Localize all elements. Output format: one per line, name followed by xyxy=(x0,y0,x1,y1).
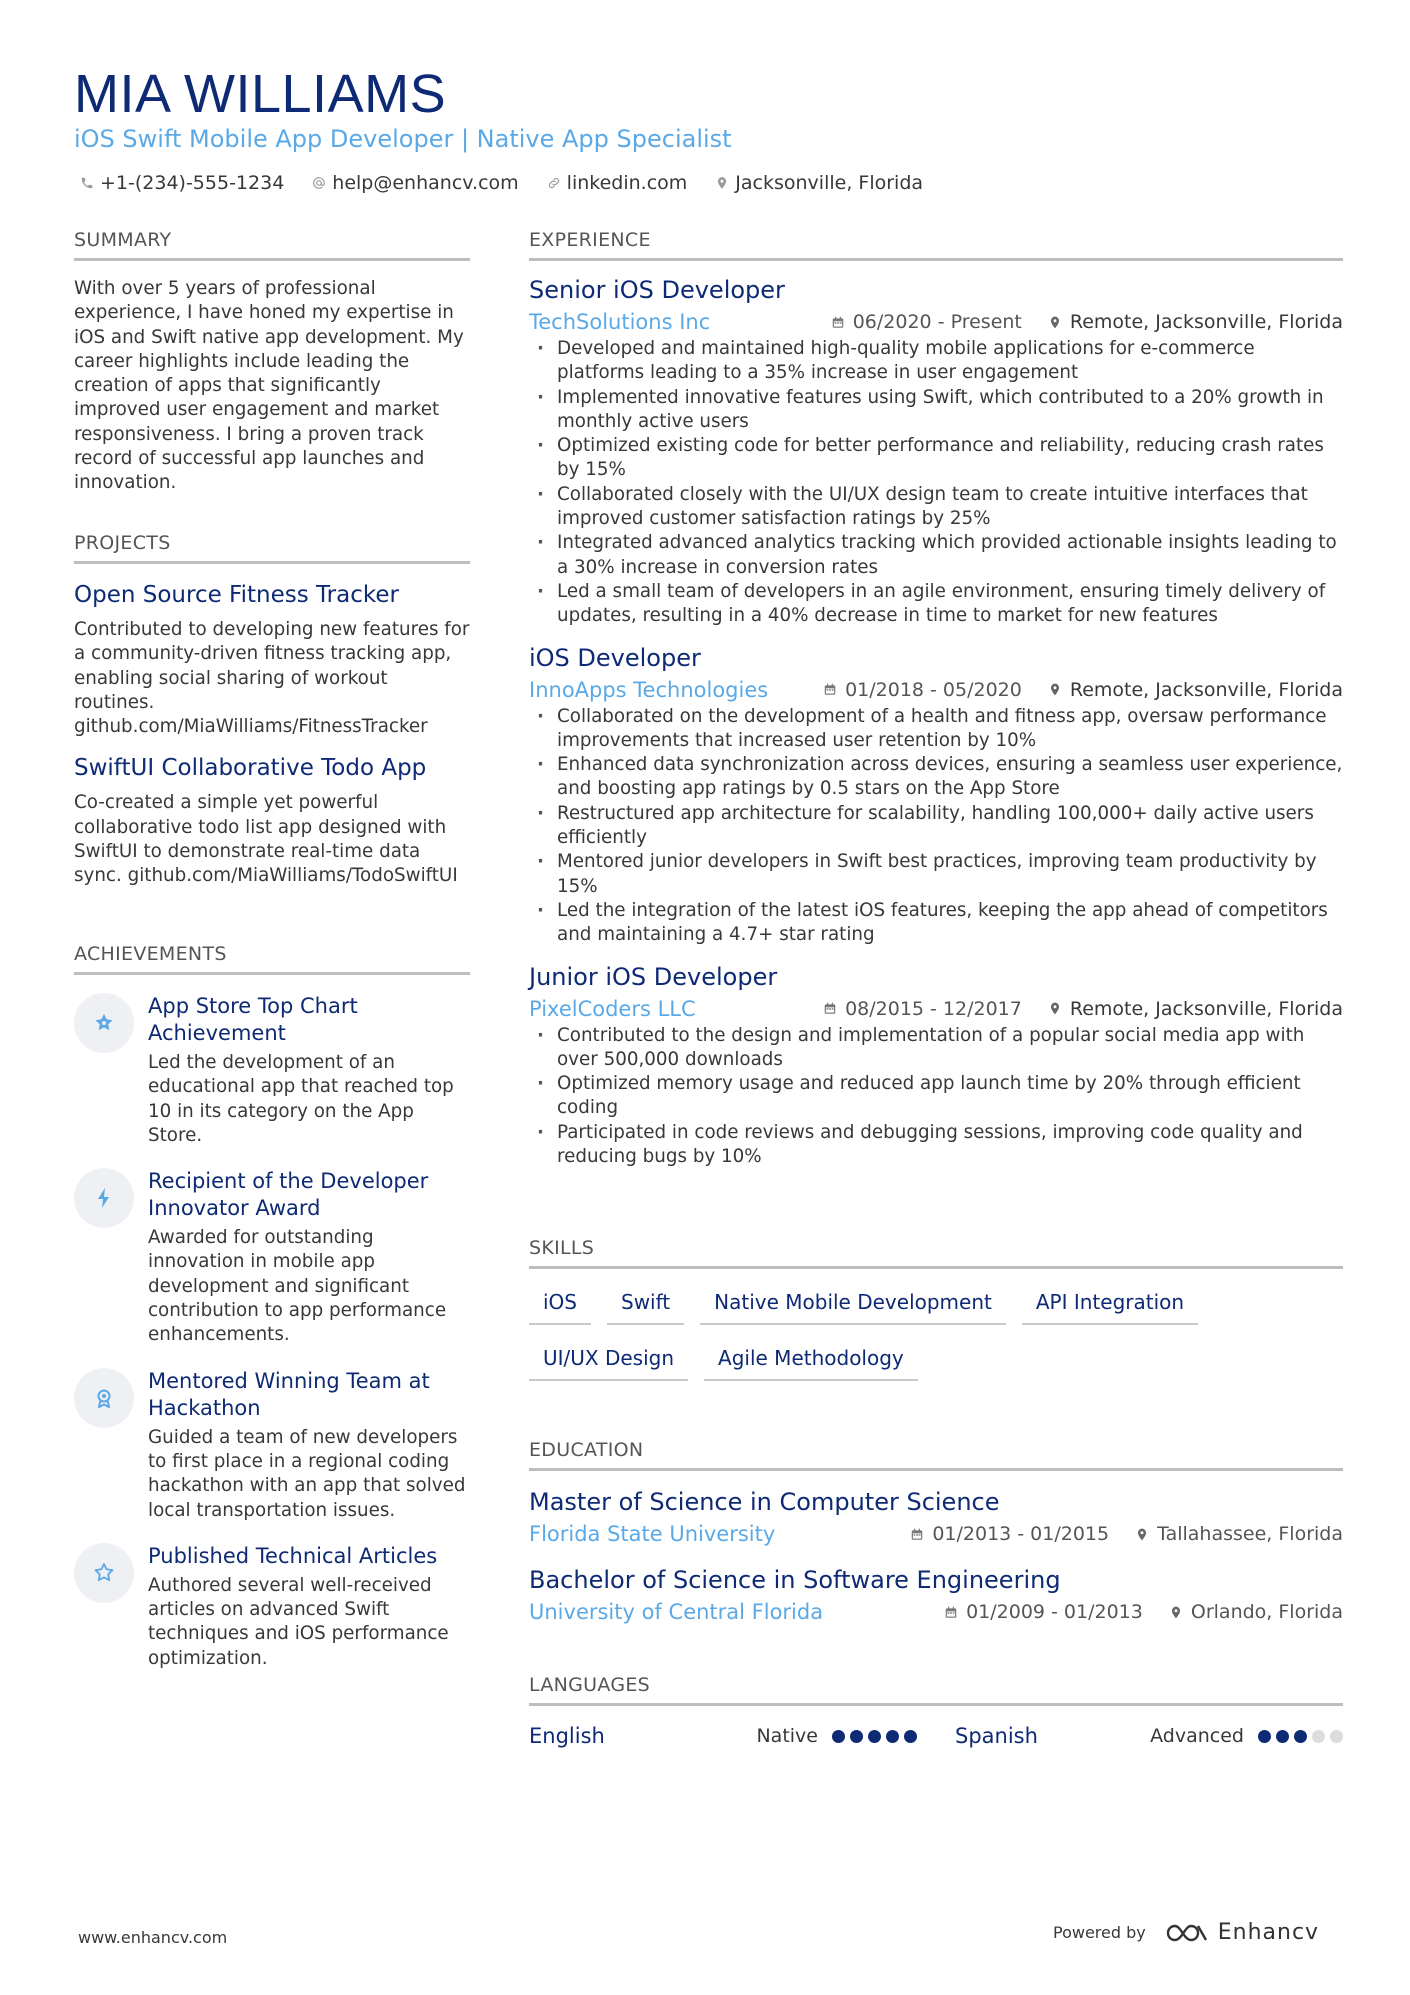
rating-dot-filled xyxy=(1258,1730,1271,1743)
achievement-description: Authored several well-received articles on advanced Swift techniques and iOS performance optimization. xyxy=(148,1574,449,1669)
job-bullet: · Enhanced data synchronization across devices, ensuring a seamless user experience, and boosting app ratings by 0.5 stars on the App Store xyxy=(529,753,1343,802)
job-location: Remote, Jacksonville, Florida xyxy=(1048,309,1343,335)
education-section xyxy=(529,1438,1343,1625)
rating-dot-filled xyxy=(850,1730,863,1743)
job-bullet: · Contributed to the design and implementation of a popular social media app with over 500,000 downloads xyxy=(529,1024,1343,1073)
education-entry xyxy=(529,1487,1343,1547)
job-entry xyxy=(529,275,1343,629)
job-bullets xyxy=(529,705,1343,948)
summary-section xyxy=(74,228,470,496)
location-pin-icon xyxy=(1048,315,1062,330)
education-dates: 01/2013 - 01/2015 xyxy=(910,1521,1109,1547)
achievement-item xyxy=(74,993,470,1148)
job-bullet: · Optimized memory usage and reduced app launch time by 20% through efficient coding xyxy=(529,1072,1343,1121)
rating-dot-filled xyxy=(904,1730,917,1743)
job-bullet: · Led the integration of the latest iOS features, keeping the app ahead of competitors and maintaining a 4.7+ star rating xyxy=(529,899,1343,948)
skill-tag: iOS xyxy=(529,1285,591,1325)
job-entry xyxy=(529,962,1343,1170)
location-pin-icon xyxy=(1048,682,1062,697)
job-bullet: · Optimized existing code for better performance and reliability, reducing crash rates by 15% xyxy=(529,434,1343,483)
brand-name: Enhancv xyxy=(1217,1920,1320,1945)
languages-section xyxy=(529,1673,1343,1750)
job-bullet: · Integrated advanced analytics tracking which provided actionable insights leading to a 30% increase in conversion rates xyxy=(529,531,1343,580)
calendar-icon xyxy=(823,682,837,697)
achievement-item xyxy=(74,1543,470,1671)
job-location: Remote, Jacksonville, Florida xyxy=(1048,677,1343,703)
phone-text: +1-(234)-555-1234 xyxy=(100,172,285,194)
rating-dot-filled xyxy=(1294,1730,1307,1743)
job-bullet: · Collaborated on the development of a health and fitness app, oversaw performance improvements that increased user retention by 10% xyxy=(529,705,1343,754)
at-icon xyxy=(312,176,326,190)
rating-dot-filled xyxy=(868,1730,881,1743)
skill-tag: API Integration xyxy=(1022,1285,1198,1325)
candidate-name: MIA WILLIAMS xyxy=(74,64,447,124)
job-bullets xyxy=(529,1024,1343,1170)
achievement-description: Guided a team of new developers to first place in a regional coding hackathon with an app that solved local transportation issues. xyxy=(148,1426,466,1521)
education-location: Orlando, Florida xyxy=(1169,1599,1343,1625)
languages-heading: LANGUAGES xyxy=(529,1673,1343,1706)
rating-dot-filled xyxy=(886,1730,899,1743)
job-dates: 01/2018 - 05/2020 xyxy=(823,677,1022,703)
achievement-title: App Store Top Chart Achievement xyxy=(148,994,358,1045)
job-bullet: · Implemented innovative features using Swift, which contributed to a 20% growth in monthly active users xyxy=(529,386,1343,435)
contact-location xyxy=(715,170,923,196)
job-bullets xyxy=(529,337,1343,629)
email-text: help@enhancv.com xyxy=(332,172,519,194)
rating-dot-filled xyxy=(832,1730,845,1743)
achievement-item xyxy=(74,1168,470,1347)
experience-heading: EXPERIENCE xyxy=(529,228,1343,261)
job-bullet: · Collaborated closely with the UI/UX design team to create intuitive interfaces that improved customer satisfaction ratings by 25% xyxy=(529,483,1343,532)
project-item xyxy=(74,753,470,888)
link-icon xyxy=(547,176,561,190)
skills-section xyxy=(529,1236,1343,1381)
skills-list xyxy=(529,1285,1343,1381)
job-dates: 06/2020 - Present xyxy=(831,309,1022,335)
summary-text: With over 5 years of professional experience, I have honed my expertise in iOS and Swift native app development. My career highlights include leading the creation of apps that significantly improved user engagement and market responsiveness. I bring a proven track record of successful app launches and innovation. xyxy=(74,278,464,494)
education-location: Tallahassee, Florida xyxy=(1135,1521,1343,1547)
powered-by-text: Powered by xyxy=(1053,1923,1146,1942)
job-meta xyxy=(529,996,1343,1022)
language-item xyxy=(529,1722,917,1750)
skill-tag: Agile Methodology xyxy=(704,1341,918,1381)
education-entry xyxy=(529,1565,1343,1625)
language-level: Native xyxy=(756,1725,818,1747)
skills-heading: SKILLS xyxy=(529,1236,1343,1269)
star-icon xyxy=(74,1543,134,1603)
location-pin-icon xyxy=(1169,1605,1183,1620)
language-level: Advanced xyxy=(1150,1725,1244,1747)
job-meta xyxy=(529,309,1343,335)
languages-list xyxy=(529,1722,1343,1750)
enhancv-logo-icon xyxy=(1164,1922,1210,1944)
job-bullet: · Led a small team of developers in an agile environment, ensuring timely delivery of updates, resulting in a 40% decrease in time to market for new features xyxy=(529,580,1343,629)
achievement-description: Awarded for outstanding innovation in mobile app development and significant contribution to app performance enhancements. xyxy=(148,1227,447,1346)
footer-branding xyxy=(1053,1920,1319,1945)
language-name: English xyxy=(529,1724,605,1748)
experience-section xyxy=(529,228,1343,1169)
achievement-title: Recipient of the Developer Innovator Award xyxy=(148,1169,429,1221)
enhancv-logo[interactable] xyxy=(1164,1920,1319,1945)
achievement-description: Led the development of an educational app that reached top 10 in its category on the App Store. xyxy=(148,1052,454,1146)
lightning-icon xyxy=(74,1168,134,1228)
contact-linkedin[interactable] xyxy=(547,170,688,196)
calendar-icon xyxy=(823,1001,837,1016)
job-bullet: · Developed and maintained high-quality mobile applications for e-commerce platforms leading to a 35% increase in user engagement xyxy=(529,337,1343,386)
job-bullet: · Participated in code reviews and debugging sessions, improving code quality and reducing bugs by 10% xyxy=(529,1121,1343,1170)
school-name: Florida State University xyxy=(529,1522,776,1546)
job-dates: 08/2015 - 12/2017 xyxy=(823,996,1022,1022)
skill-tag: Swift xyxy=(607,1285,684,1325)
calendar-icon xyxy=(831,315,845,330)
job-location: Remote, Jacksonville, Florida xyxy=(1048,996,1343,1022)
job-title: Junior iOS Developer xyxy=(529,962,778,991)
achievement-title: Mentored Winning Team at Hackathon xyxy=(148,1368,430,1420)
location-pin-icon xyxy=(1135,1527,1149,1542)
job-bullet: · Mentored junior developers in Swift best practices, improving team productivity by 15% xyxy=(529,850,1343,899)
achievements-heading: ACHIEVEMENTS xyxy=(74,942,470,975)
job-entry xyxy=(529,643,1343,948)
achievement-item xyxy=(74,1368,470,1523)
education-heading: EDUCATION xyxy=(529,1438,1343,1471)
calendar-icon xyxy=(944,1605,958,1620)
candidate-headline: iOS Swift Mobile App Developer | Native App Specialist xyxy=(74,125,732,153)
job-title: Senior iOS Developer xyxy=(529,276,785,304)
skill-tag: Native Mobile Development xyxy=(700,1285,1006,1325)
project-item xyxy=(74,580,470,739)
rating-dot-empty xyxy=(1312,1730,1325,1743)
project-description: Contributed to developing new features for a community-driven fitness tracking app, enabling social sharing of workout routines. github.com/MiaWilliams/FitnessTracker xyxy=(74,619,470,738)
language-rating xyxy=(1258,1730,1343,1743)
language-rating xyxy=(832,1730,917,1743)
education-dates: 01/2009 - 01/2013 xyxy=(944,1599,1143,1625)
achievements-section xyxy=(74,942,470,1671)
project-description: Co-created a simple yet powerful collaborative todo list app designed with SwiftUI to demonstrate real-time data sync. github.com/MiaWilliams/TodoSwiftUI xyxy=(74,792,458,887)
location-pin-icon xyxy=(1048,1001,1062,1016)
projects-heading: PROJECTS xyxy=(74,531,470,564)
footer-website[interactable]: www.enhancv.com xyxy=(78,1928,228,1947)
job-bullet: · Restructured app architecture for scalability, handling 100,000+ daily active users efficiently xyxy=(529,802,1343,851)
degree-title: Bachelor of Science in Software Engineering xyxy=(529,1566,1061,1594)
company-name: TechSolutions Inc xyxy=(529,310,711,334)
medal-icon xyxy=(74,1368,134,1428)
location-text: Jacksonville, Florida xyxy=(735,172,924,194)
project-title: SwiftUI Collaborative Todo App xyxy=(74,755,427,782)
projects-section xyxy=(74,531,470,889)
summary-heading: SUMMARY xyxy=(74,228,470,261)
company-name: PixelCoders LLC xyxy=(529,996,696,1021)
phone-icon xyxy=(80,176,94,190)
contact-bar xyxy=(80,170,923,196)
school-name: University of Central Florida xyxy=(529,1600,824,1624)
star-badge-icon xyxy=(74,993,134,1053)
language-item xyxy=(955,1722,1343,1750)
calendar-icon xyxy=(910,1527,924,1542)
language-name: Spanish xyxy=(955,1724,1038,1748)
degree-title: Master of Science in Computer Science xyxy=(529,1488,1000,1516)
company-name: InnoApps Technologies xyxy=(529,677,769,702)
job-meta xyxy=(529,677,1343,703)
job-title: iOS Developer xyxy=(529,643,701,672)
contact-phone xyxy=(80,170,284,196)
contact-email[interactable] xyxy=(312,170,518,196)
location-pin-icon xyxy=(715,176,729,190)
linkedin-text: linkedin.com xyxy=(566,172,688,194)
skill-tag: UI/UX Design xyxy=(529,1341,688,1381)
rating-dot-filled xyxy=(1276,1730,1289,1743)
achievement-title: Published Technical Articles xyxy=(148,1543,438,1568)
rating-dot-empty xyxy=(1330,1730,1343,1743)
project-title: Open Source Fitness Tracker xyxy=(74,582,399,608)
